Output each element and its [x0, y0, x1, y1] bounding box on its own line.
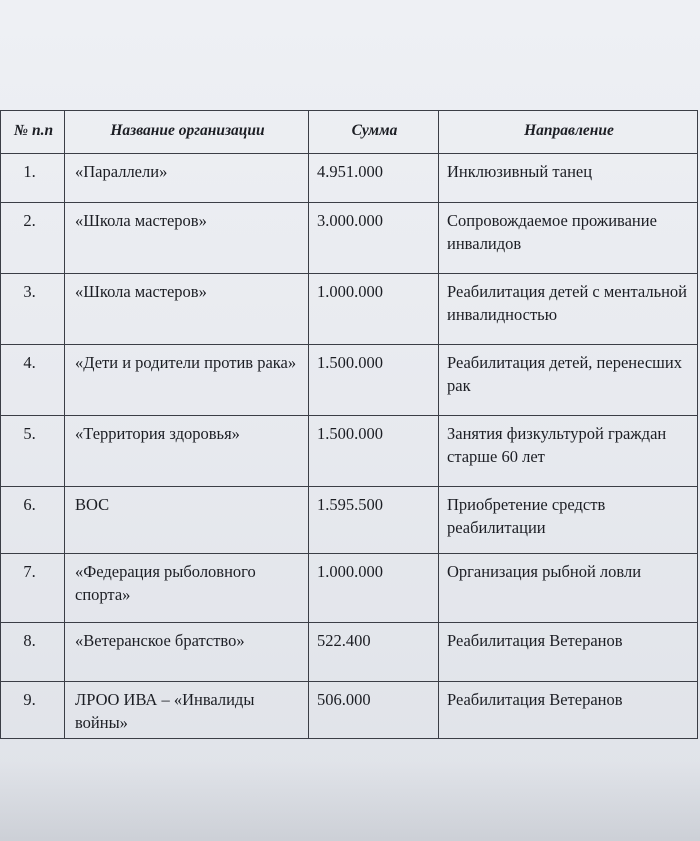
row-sum: 1.500.000	[309, 345, 439, 416]
row-direction: Приобретение средств реабилитации	[439, 487, 698, 554]
table-row	[1, 154, 698, 203]
row-organization: «Федерация рыболовного спорта»	[65, 554, 309, 623]
table-row	[1, 203, 698, 274]
row-sum: 522.400	[309, 623, 439, 682]
row-number: 5.	[1, 416, 65, 487]
table-row	[1, 416, 698, 487]
row-direction: Реабилитация Ветеранов	[439, 682, 698, 739]
table-row	[1, 623, 698, 682]
row-direction: Реабилитация детей с ментальной инвалидностью	[439, 274, 698, 345]
row-direction: Реабилитация Ветеранов	[439, 623, 698, 682]
row-sum: 1.500.000	[309, 416, 439, 487]
row-sum: 1.000.000	[309, 274, 439, 345]
header-direction: Направление	[439, 111, 698, 154]
row-direction: Организация рыбной ловли	[439, 554, 698, 623]
row-sum: 3.000.000	[309, 203, 439, 274]
table-row	[1, 487, 698, 554]
table-row	[1, 274, 698, 345]
row-number: 6.	[1, 487, 65, 554]
row-direction: Реабилитация детей, перенесших рак	[439, 345, 698, 416]
row-organization: «Параллели»	[65, 154, 309, 203]
page-shadow	[0, 761, 700, 841]
row-number: 4.	[1, 345, 65, 416]
row-sum: 4.951.000	[309, 154, 439, 203]
table-row	[1, 345, 698, 416]
row-organization: ВОС	[65, 487, 309, 554]
row-direction: Сопровождаемое проживание инвалидов	[439, 203, 698, 274]
table-row	[1, 682, 698, 739]
row-number: 7.	[1, 554, 65, 623]
header-number: № п.п	[1, 111, 65, 154]
grants-table	[0, 110, 698, 739]
row-number: 1.	[1, 154, 65, 203]
row-number: 8.	[1, 623, 65, 682]
row-number: 2.	[1, 203, 65, 274]
row-organization: «Дети и родители против рака»	[65, 345, 309, 416]
table-row	[1, 554, 698, 623]
header-organization: Название организации	[65, 111, 309, 154]
row-direction: Занятия физкультурой граждан старше 60 лет	[439, 416, 698, 487]
row-organization: «Школа мастеров»	[65, 203, 309, 274]
header-sum: Сумма	[309, 111, 439, 154]
row-number: 3.	[1, 274, 65, 345]
row-organization: «Территория здоровья»	[65, 416, 309, 487]
row-organization: «Ветеранское братство»	[65, 623, 309, 682]
row-direction: Инклюзивный танец	[439, 154, 698, 203]
row-number: 9.	[1, 682, 65, 739]
row-sum: 1.595.500	[309, 487, 439, 554]
row-organization: «Школа мастеров»	[65, 274, 309, 345]
row-sum: 506.000	[309, 682, 439, 739]
row-sum: 1.000.000	[309, 554, 439, 623]
table-header-row	[1, 111, 698, 154]
row-organization: ЛРОО ИВА – «Инвалиды войны»	[65, 682, 309, 739]
